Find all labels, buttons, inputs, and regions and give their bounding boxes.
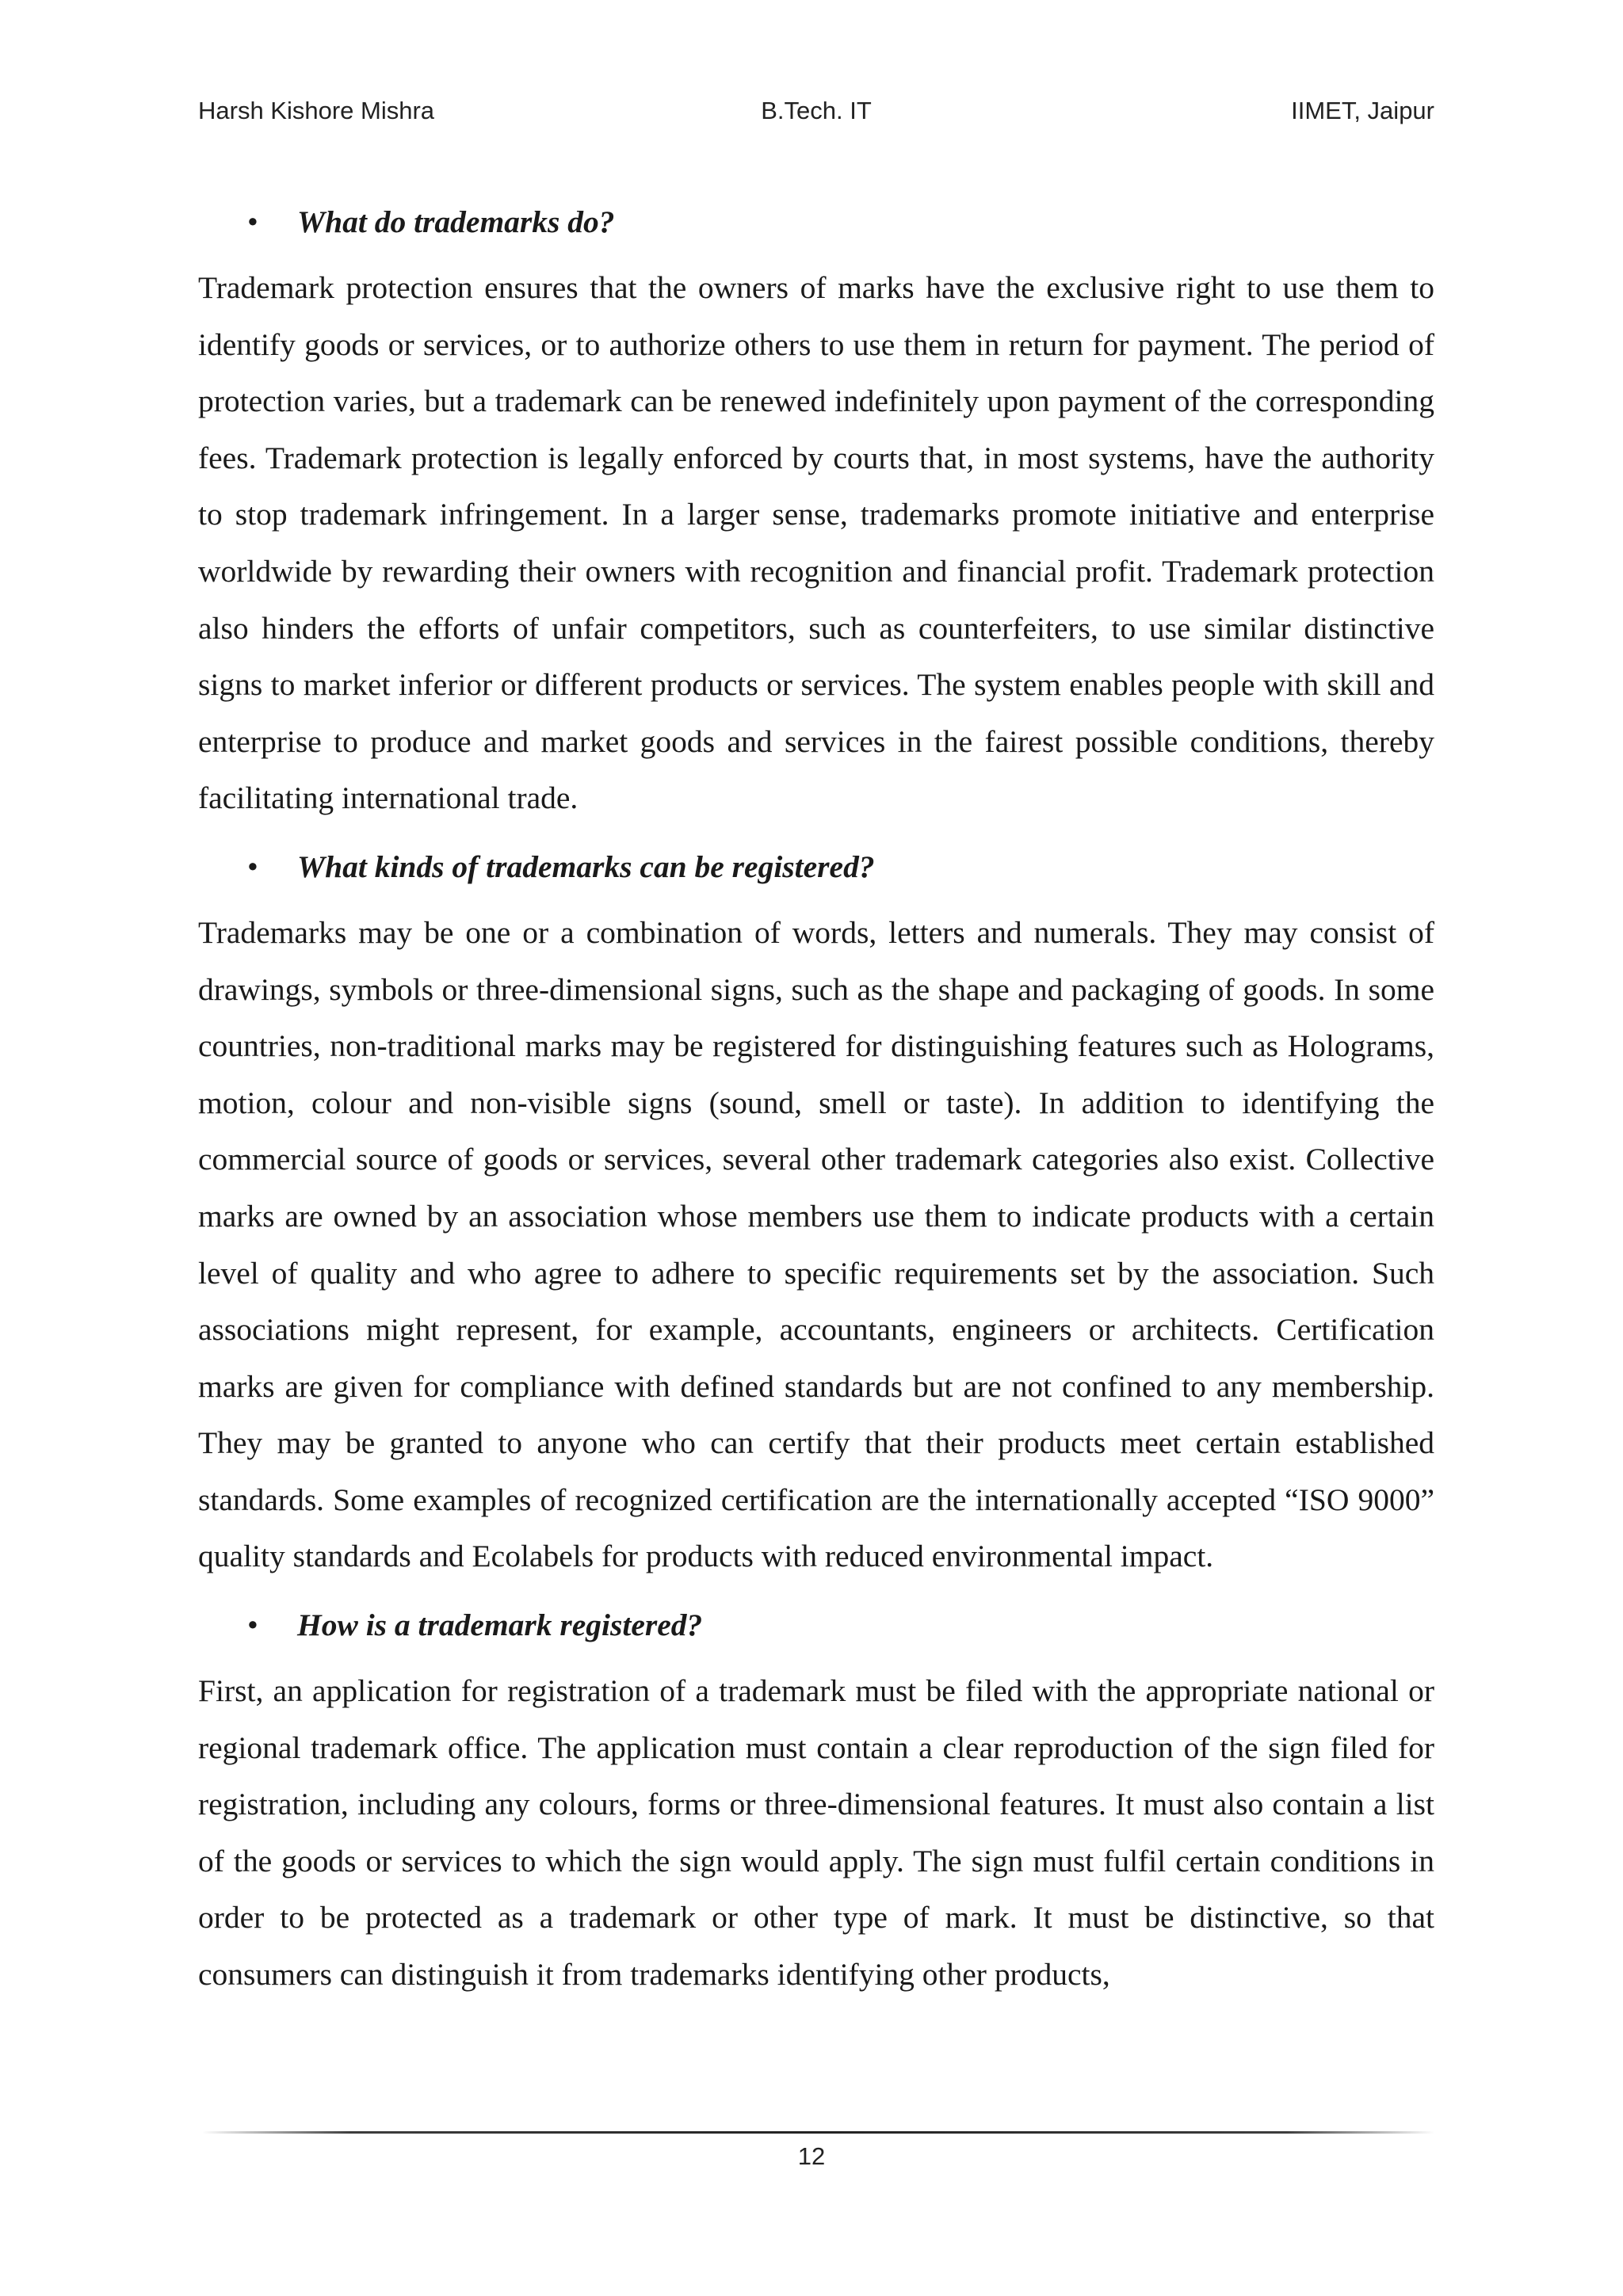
bullet-icon: •	[247, 204, 258, 239]
section-paragraph: Trademarks may be one or a combination of words, letters and numerals. They may consist of drawings, symbols or three-dimensional signs, such as the shape and packaging of goods. In some countries, non-traditional marks may be registered for distinguishing features such as Holograms, motion, colour and non-visible signs (sound, smell or taste). In addition to identifying the commercial source of goods or services, several other trademark categories also exist. Collective marks are owned by an association whose members use them to indicate products with a certain level of quality and who agree to adhere to specific requirements set by the association. Such associations might represent, for example, accountants, engineers or architects. Certification marks are given for compliance with defined standards but are not confined to any membership. They may be granted to anyone who can certify that their products meet certain established standards. Some examples of recognized certification are the internationally accepted “ISO 9000” quality standards and Ecolabels for products with reduced environmental impact.	[198, 914, 1434, 1574]
heading-text: What do trademarks do?	[297, 204, 615, 239]
section-kinds-of-trademarks	[198, 838, 1434, 1585]
footer-divider	[202, 2131, 1434, 2134]
header-course: B.Tech. IT	[761, 97, 872, 124]
section-paragraph: Trademark protection ensures that the owners of marks have the exclusive right to use them to identify goods or services, or to authorize others to use them in return for payment. The period of protection varies, but a trademark can be renewed indefinitely upon payment of the corresponding fees. Trademark protection is legally enforced by courts that, in most systems, have the authority to stop trademark infringement. In a larger sense, trademarks promote initiative and enterprise worldwide by rewarding their owners with recognition and financial profit. Trademark protection also hinders the efforts of unfair competitors, such as counterfeiters, to use similar distinctive signs to market inferior or different products or services. The system enables people with skill and enterprise to produce and market goods and services in the fairest possible conditions, thereby facilitating international trade.	[198, 270, 1434, 816]
page-number: 12	[797, 2142, 826, 2170]
bullet-icon: •	[247, 849, 258, 884]
section-heading	[198, 838, 1434, 895]
header-institute: IIMET, Jaipur	[1291, 97, 1434, 124]
section-heading	[198, 1596, 1434, 1653]
section-what-trademarks-do	[198, 193, 1434, 827]
heading-text: How is a trademark registered?	[297, 1608, 703, 1643]
bullet-icon: •	[247, 1608, 258, 1643]
section-paragraph: First, an application for registration of a trademark must be filed with the appropriate national or regional trademark office. The application must contain a clear reproduction of the sign filed for registration, including any colours, forms or three-dimensional features. It must also contain a list of the goods or services to which the sign would apply. The sign must fulfil certain conditions in order to be protected as a trademark or other type of mark. It must be distinctive, so that consumers can distinguish it from trademarks identifying other products,	[198, 1673, 1434, 1993]
document-body	[198, 193, 1434, 2015]
heading-text: What kinds of trademarks can be registered?	[297, 849, 875, 884]
header-author: Harsh Kishore Mishra	[198, 97, 435, 124]
page-header	[198, 97, 1434, 136]
section-how-registered	[198, 1596, 1434, 2004]
section-heading	[198, 193, 1434, 250]
